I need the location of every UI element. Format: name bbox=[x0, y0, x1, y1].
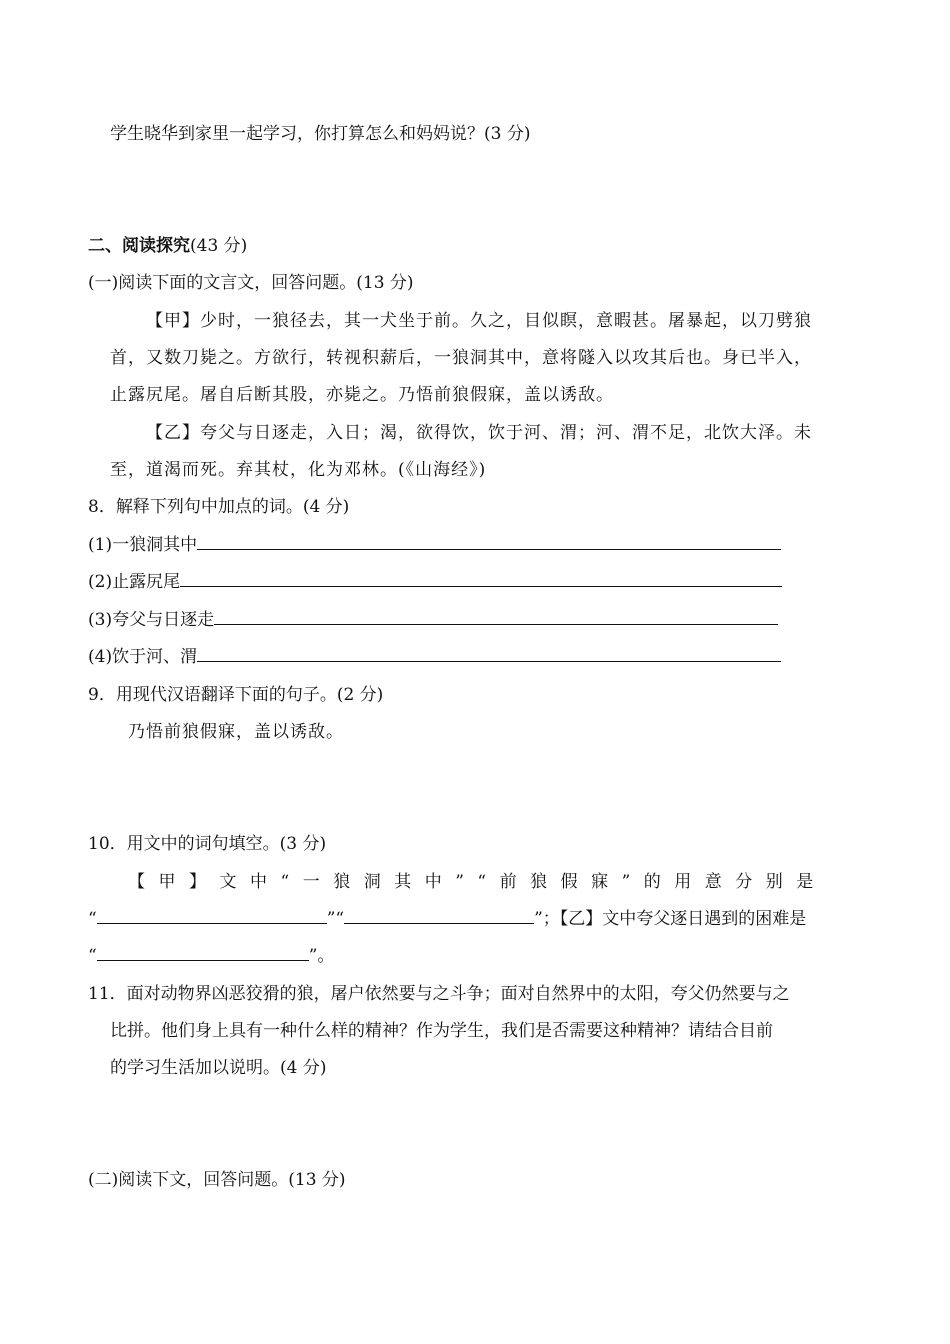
q8-answer-blank-2[interactable] bbox=[180, 570, 782, 587]
q10-stem: 10．用文中的词句填空。(3 分) bbox=[88, 834, 327, 854]
q11-line-3: 的学习生活加以说明。(4 分) bbox=[110, 1058, 327, 1078]
q10-quote-open-3: “ bbox=[88, 946, 97, 966]
q10-quote-end: ”。 bbox=[308, 946, 335, 966]
section-heading bbox=[88, 234, 247, 258]
q10-line-1: 【甲】文中“一狼洞其中”“前狼假寐”的用意分别是 bbox=[128, 872, 827, 892]
top-question: 学生晓华到家里一起学习，你打算怎么和妈妈说？(3 分) bbox=[110, 124, 531, 144]
yi-line-1: 【乙】夸父与日逐走，入日；渴，欲得饮，饮于河、渭；河、渭不足，北饮大泽。未 bbox=[146, 423, 812, 443]
jia-line-3: 止露尻尾。屠自后断其股，亦毙之。乃悟前狼假寐，盖以诱敌。 bbox=[110, 385, 614, 405]
q8-item-4 bbox=[88, 645, 781, 669]
part1-intro: (一)阅读下面的文言文，回答问题。(13 分) bbox=[88, 273, 414, 293]
q8-answer-blank-1[interactable] bbox=[197, 533, 781, 550]
q8-item-1 bbox=[88, 533, 781, 557]
q11-line-1: 11．面对动物界凶恶狡猾的狼，屠户依然要与之斗争；面对自然界中的太阳，夸父仍然要与之 bbox=[88, 984, 790, 1004]
q10-blank-1[interactable] bbox=[97, 907, 327, 924]
jia-line-2: 首，又数刀毙之。方欲行，转视积薪后，一狼洞其中，意将隧入以攻其后也。身已半入， bbox=[110, 348, 812, 368]
jia-line-1: 【甲】少时，一狼径去，其一犬坐于前。久之，目似瞑，意暇甚。屠暴起，以刀劈狼 bbox=[146, 311, 812, 331]
q8-item-2 bbox=[88, 570, 782, 594]
q8-item-4-label: (4)饮于河、渭 bbox=[88, 647, 198, 667]
q11-line-2: 比拼。他们身上具有一种什么样的精神？作为学生，我们是否需要这种精神？请结合目前 bbox=[110, 1021, 773, 1041]
q9-sentence: 乃悟前狼假寐，盖以诱敌。 bbox=[128, 722, 344, 742]
q9-stem: 9．用现代汉语翻译下面的句子。(2 分) bbox=[88, 685, 384, 705]
q8-item-1-label: (1)一狼洞其中 bbox=[88, 535, 198, 555]
q10-line-3 bbox=[88, 944, 334, 968]
q8-item-2-label: (2)止露尻尾 bbox=[88, 572, 181, 592]
section-heading-points: (43 分) bbox=[190, 236, 248, 256]
q10-blank-3[interactable] bbox=[97, 944, 309, 961]
q10-quote-close: ”；【乙】文中夸父逐日遇到的困难是 bbox=[534, 909, 807, 929]
q10-line-2 bbox=[88, 907, 806, 931]
q8-stem: 8．解释下列句中加点的词。(4 分) bbox=[88, 497, 350, 517]
q10-blank-2[interactable] bbox=[344, 907, 534, 924]
yi-line-2: 至，道渴而死。弃其杖，化为邓林。(《山海经》) bbox=[110, 460, 487, 480]
section-heading-title: 二、阅读探究 bbox=[88, 236, 190, 256]
q8-answer-blank-3[interactable] bbox=[214, 608, 778, 625]
part2-intro: (二)阅读下文，回答问题。(13 分) bbox=[88, 1170, 346, 1190]
q10-quote-open: “ bbox=[88, 909, 97, 929]
q8-item-3-label: (3)夸父与日逐走 bbox=[88, 610, 215, 630]
q10-quote-mid: ”“ bbox=[326, 909, 345, 929]
q8-item-3 bbox=[88, 608, 778, 632]
q8-answer-blank-4[interactable] bbox=[197, 645, 781, 662]
